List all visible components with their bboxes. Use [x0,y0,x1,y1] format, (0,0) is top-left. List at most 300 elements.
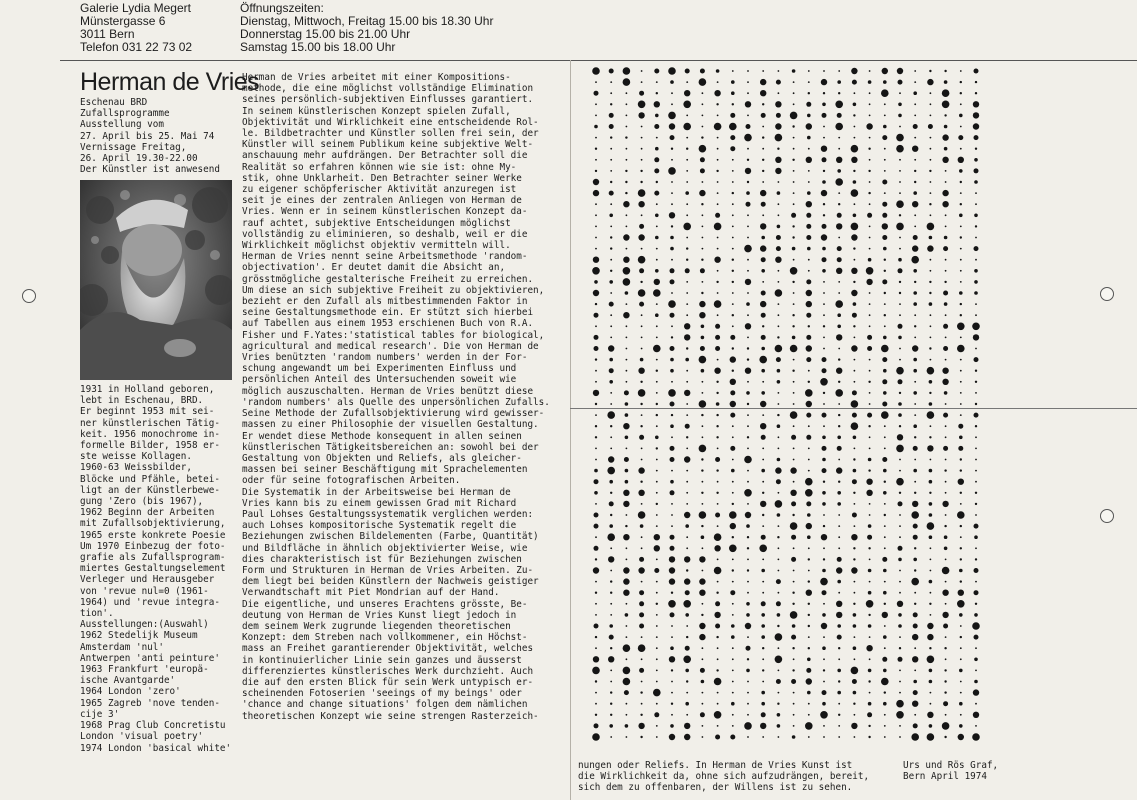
pattern-dot [730,335,735,340]
essay-line: seit je eines der zentralen Anliegen von Herman de [242,195,522,207]
pattern-dot [866,123,872,129]
pattern-dot [897,434,903,440]
biography-line: keit. 1956 monochrome in- [80,428,220,440]
pattern-dot [930,547,932,549]
pattern-dot [747,292,749,294]
pattern-dot [914,414,916,416]
pattern-dot [793,459,795,461]
essay-line: In seinem künstlerischen Konzept spielen Zufall, [242,105,511,117]
pattern-dot [777,148,779,150]
pattern-dot [777,625,779,627]
pattern-dot [883,391,887,395]
pattern-dot [671,259,673,261]
pattern-dot [838,403,840,405]
pattern-dot [792,314,794,316]
pattern-dot [867,346,872,351]
pattern-dot [960,714,962,716]
essay-line: Die Systematik in der Arbeitsweise bei Herman de [242,486,511,498]
pattern-dot [944,736,946,738]
pattern-dot [851,422,859,430]
pattern-dot [656,259,658,261]
pattern-dot [686,692,688,694]
pattern-dot [610,392,612,394]
pattern-dot [851,400,859,408]
pattern-dot [975,703,977,705]
pattern-dot [685,524,689,528]
pattern-dot [806,345,812,351]
pattern-dot [669,656,675,662]
pattern-dot [717,703,719,705]
pattern-dot [882,357,887,362]
pattern-dot [745,101,751,107]
pattern-dot [822,247,826,251]
pattern-dot [623,234,629,240]
pattern-dot [776,679,781,684]
pattern-dot [945,181,947,183]
pattern-dot [670,535,675,540]
pattern-dot [883,247,887,251]
pattern-dot [654,101,660,107]
pattern-dot [838,292,840,294]
pattern-dot [759,545,767,553]
pattern-dot [884,325,886,327]
pattern-dot [945,226,947,228]
pattern-dot [884,603,886,605]
pattern-dot [610,181,612,183]
pattern-dot [595,214,597,216]
pattern-dot [899,514,901,516]
pattern-dot [853,469,857,473]
pattern-dot [777,536,779,538]
pattern-dot [838,203,840,205]
pattern-dot [641,325,643,327]
pattern-dot [686,714,688,716]
pattern-dot [975,581,977,583]
pattern-dot [808,603,810,605]
pattern-dot [823,669,825,671]
pattern-dot [609,358,613,362]
essay-line: 'chance and change situations' folgen dem nämlichen [242,699,528,711]
pattern-dot [640,736,642,738]
pattern-dot [641,547,643,549]
pattern-dot [626,703,628,705]
pattern-dot [930,570,932,572]
pattern-dot [945,636,947,638]
pattern-dot [654,168,659,173]
pattern-dot [640,381,642,383]
pattern-dot [837,446,842,451]
pattern-dot [945,270,947,272]
pattern-dot [913,291,917,295]
pattern-dot [884,503,886,505]
pattern-dot [656,736,658,738]
pattern-dot [730,401,736,407]
pattern-dot [975,203,977,205]
pattern-dot [974,357,979,362]
pattern-dot [868,458,872,462]
pattern-dot [974,413,979,418]
pattern-dot [943,291,948,296]
pattern-dot [930,92,932,94]
pattern-dot [972,323,980,331]
pattern-dot [595,714,597,716]
pattern-dot [731,91,735,95]
pattern-dot [929,647,931,649]
pattern-dot [899,181,901,183]
pattern-dot [899,536,901,538]
pattern-dot [975,481,977,483]
pattern-dot [806,279,811,284]
pattern-dot [882,557,887,562]
pattern-dot [837,313,841,317]
essay-line: Vries. Wenn er in seinem künstlerischen Konzept da- [242,206,528,218]
pattern-dot [791,679,796,684]
pattern-dot [776,357,781,362]
essay-line: stik, ohne Unklarheit. Den Betrachter seiner Werke [242,172,522,184]
pattern-dot [806,301,812,307]
essay-line: seines persönlich-subjektiven Einflusses garantiert. [242,94,534,106]
pattern-dot [852,479,857,484]
pattern-dot [929,292,931,294]
pattern-dot [929,580,933,584]
pattern-dot [974,524,979,529]
pattern-dot [623,590,629,596]
pattern-dot [914,592,916,594]
pattern-dot [761,257,766,262]
pattern-dot [732,226,734,228]
pattern-dot [975,603,977,605]
pattern-dot [656,226,658,228]
pattern-dot [898,402,902,406]
pattern-dot [869,514,871,516]
pattern-dot [882,213,887,218]
pattern-dot [836,334,842,340]
pattern-dot [884,625,886,627]
pattern-dot [777,191,781,195]
pattern-dot [607,467,615,475]
pattern-dot [775,289,783,297]
header-rule [60,60,1137,61]
pattern-dot [762,514,764,516]
pattern-dot [715,335,720,340]
pattern-dot [669,123,675,129]
artist-biography [80,384,248,754]
pattern-dot [716,392,718,394]
pattern-dot [610,226,612,228]
pattern-dot [641,581,643,583]
pattern-dot [836,223,842,229]
pattern-dot [881,678,889,686]
pattern-dot [927,656,935,664]
pattern-dot [806,290,812,296]
pattern-dot [641,414,643,416]
pattern-dot [730,146,735,151]
pattern-dot [959,613,963,617]
pattern-dot [732,237,734,239]
pattern-dot [610,337,612,339]
pattern-dot [747,214,749,216]
pattern-dot [808,425,810,427]
essay-line: Verwandtschaft mit Piet Mondrian auf der Hand. [242,587,500,599]
pattern-dot [975,81,977,83]
pattern-dot [869,226,871,228]
pattern-dot [638,644,646,652]
pattern-dot [836,612,842,618]
pattern-dot [896,145,904,153]
essay-line: und Bildfläche in ähnlich objektivierter Weise, wie [242,542,528,554]
pattern-dot [761,702,765,706]
pattern-dot [974,535,978,539]
essay-line: grösstmögliche gestalterische Freiheit zu erreichen. [242,273,534,285]
pattern-dot [914,481,916,483]
pattern-dot [914,436,916,438]
pattern-dot [656,481,658,483]
pattern-dot [656,492,658,494]
pattern-dot [868,192,870,194]
artist-photo [80,180,232,380]
pattern-dot [761,291,766,296]
pattern-dot [669,578,675,584]
pattern-dot [820,711,828,719]
pattern-dot [625,402,629,406]
pattern-dot [761,236,765,240]
pattern-dot [593,257,599,263]
pattern-dot [868,469,870,471]
biography-line: ner künstlerischen Tätig- [80,417,220,429]
biography-line: Antwerpen 'anti peinture' [80,652,220,664]
essay-line: mass an Freihet garantierender Objektivität, welches [242,643,534,655]
pattern-dot [609,124,614,129]
pattern-dot [654,191,659,196]
pattern-dot [671,325,673,327]
pattern-dot [793,381,795,383]
pattern-dot [745,512,751,518]
pattern-dot [594,469,598,473]
pattern-dot [896,134,904,142]
pattern-dot [974,135,979,140]
pattern-dot [929,302,933,306]
pattern-dot [670,80,674,84]
pattern-dot [732,658,734,660]
pattern-dot [684,456,690,462]
pattern-dot [732,292,734,294]
pattern-dot [838,381,840,383]
pattern-dot [638,723,644,729]
pattern-dot [960,636,962,638]
pattern-dot [656,337,658,339]
pattern-dot [702,603,704,605]
pattern-dot [929,502,933,506]
pattern-dot [791,535,796,540]
pattern-dot [974,158,978,162]
pattern-dot [747,736,749,738]
biography-line: 1964) und 'revue integra- [80,596,220,608]
pattern-dot [762,681,764,683]
pattern-dot [896,700,904,708]
pattern-dot [762,126,764,128]
pattern-dot [595,680,597,682]
pattern-dot [838,348,840,350]
pattern-dot [656,381,658,383]
pattern-dot [595,115,597,117]
pattern-dot [808,325,810,327]
pattern-dot [699,145,707,153]
pattern-dot [930,425,932,427]
pattern-dot [626,148,628,150]
pattern-dot [869,292,871,294]
pattern-dot [686,492,688,494]
pattern-dot [747,470,749,472]
pattern-dot [869,303,871,305]
pattern-dot [671,681,673,683]
pattern-dot [927,367,935,375]
pattern-dot [746,391,750,395]
pattern-dot [793,692,795,694]
pattern-dot [684,512,690,518]
pattern-dot [669,556,675,562]
pattern-dot [686,481,688,483]
pattern-dot [975,237,977,239]
pattern-dot [595,503,597,505]
pattern-dot [700,346,705,351]
pattern-dot [884,170,886,172]
pattern-dot [822,103,826,107]
pattern-dot [701,680,705,684]
pattern-dot [595,536,597,538]
pattern-dot [610,703,612,705]
pattern-dot [943,624,948,629]
essay-line: Künstler will seinem Publikum keine subjektive Welt- [242,139,534,151]
pattern-dot [747,692,749,694]
pattern-dot [671,470,673,472]
pattern-dot [607,533,615,541]
pattern-dot [608,345,614,351]
pattern-dot [913,369,917,373]
pattern-dot [716,469,718,471]
pattern-dot [776,235,781,240]
pattern-dot [823,514,825,516]
pattern-dot [884,725,886,727]
pattern-dot [973,712,979,718]
pattern-dot [960,148,962,150]
pattern-dot [957,345,965,353]
biography-line: Blöcke und Pfähle, betei- [80,473,220,485]
pattern-dot [595,558,597,560]
pattern-dot [625,291,629,295]
pattern-dot [686,137,688,139]
pattern-dot [776,113,781,118]
pattern-dot [898,624,902,628]
pattern-dot [732,725,734,727]
pattern-dot [959,436,963,440]
pattern-dot [807,513,811,517]
pattern-dot [882,223,888,229]
pattern-dot [594,624,599,629]
pattern-dot [640,714,642,716]
pattern-dot [854,126,856,128]
pattern-dot [866,645,872,651]
pattern-dot [975,558,977,560]
pattern-dot [930,259,932,261]
pattern-dot [701,336,705,340]
pattern-dot [778,559,780,561]
pattern-dot [944,680,946,682]
pattern-dot [837,80,841,84]
pattern-dot [778,303,780,305]
pattern-dot [761,391,765,395]
pattern-dot [670,446,675,451]
pattern-dot [716,381,718,383]
pattern-dot [671,636,673,638]
pattern-dot [791,635,796,640]
pattern-dot [899,214,901,216]
pattern-dot [838,137,840,139]
essay-line: seine Gestaltungsmethode ein. Er stützt sich hierbei [242,307,534,319]
pattern-dot [914,170,916,172]
pattern-dot [821,534,827,540]
pattern-dot [745,323,751,329]
pattern-dot [869,92,871,94]
pattern-dot [747,358,749,360]
pattern-dot [775,168,781,174]
pattern-dot [671,103,673,105]
pattern-dot [823,603,825,605]
pattern-dot [838,736,840,738]
essay-line: Herman de Vries arbeitet mit einer Kompositions- [242,72,511,83]
pattern-dot [898,657,903,662]
pattern-dot [790,467,796,473]
pattern-dot [851,345,857,351]
pattern-dot [945,492,947,494]
pattern-dot [823,403,825,405]
pattern-dot [929,436,931,438]
pattern-dot [882,279,887,284]
pattern-dot [838,148,840,150]
pattern-dot [869,103,871,105]
pattern-dot [853,603,855,605]
pattern-dot [868,425,870,427]
pattern-dot [778,92,780,94]
pattern-dot [702,226,704,228]
pattern-dot [945,459,947,461]
pattern-dot [744,134,752,142]
pattern-dot [899,692,901,694]
pattern-dot [654,545,660,551]
essay-line: theoretischen Konzept wie seine strengen Rasterzeich- [242,710,539,722]
pattern-dot [944,669,946,671]
gallery-address [80,2,230,54]
pattern-dot [656,470,658,472]
pattern-dot [594,335,599,340]
pattern-dot [686,625,688,627]
gallery-line: Münstergasse 6 [80,14,166,28]
pattern-dot [960,203,962,205]
pattern-dot [641,681,643,683]
pattern-dot [732,503,734,505]
pattern-dot [807,691,811,695]
pattern-dot [821,234,827,240]
pattern-dot [793,570,795,572]
pattern-dot [610,203,612,205]
pattern-dot [654,534,660,540]
pattern-dot [731,469,735,473]
pattern-dot [960,492,962,494]
pattern-dot [702,381,704,383]
pattern-dot [745,279,751,285]
pattern-dot [914,226,916,228]
pattern-dot [822,269,826,273]
pattern-dot [898,501,903,506]
